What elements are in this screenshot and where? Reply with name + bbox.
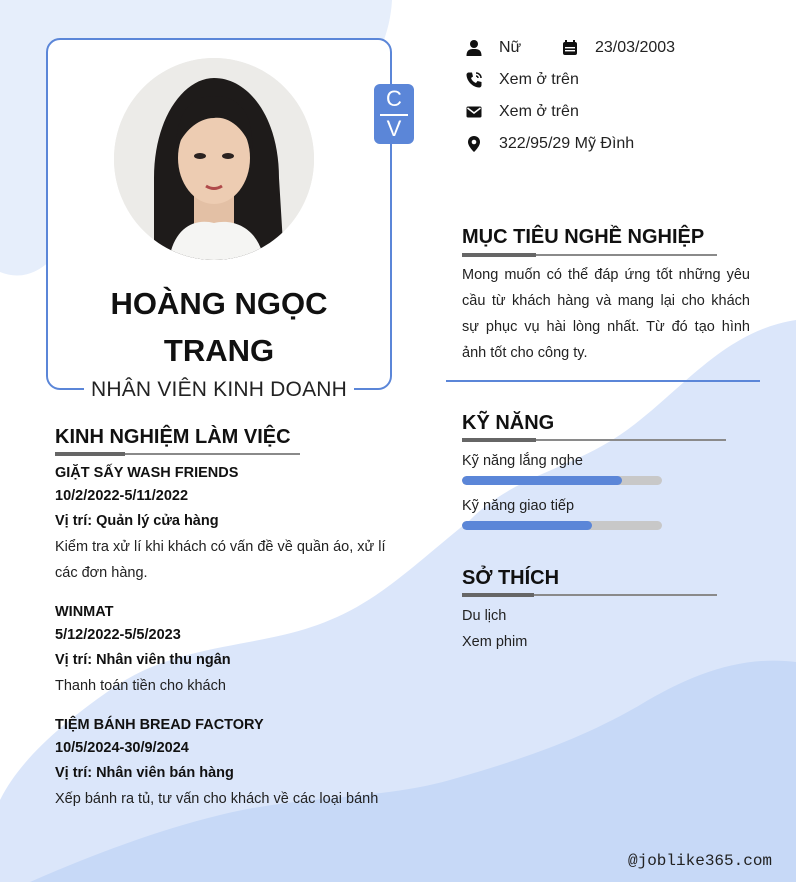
map-pin-icon (465, 135, 483, 153)
email-row (465, 101, 579, 123)
section-divider (446, 380, 760, 382)
job-dates: 10/2/2022-5/11/2022 (55, 488, 189, 504)
skill-bar-fill (462, 476, 622, 485)
role-container (84, 376, 354, 404)
cv-badge-top: C (386, 86, 402, 111)
job-title: NHÂN VIÊN KINH DOANH (90, 378, 348, 401)
cv-badge-bottom: V (386, 116, 402, 141)
address-value: 322/95/29 Mỹ Đình (499, 135, 635, 152)
skill-label: Kỹ năng giao tiếp (462, 498, 575, 514)
job-company: TIỆM BÁNH BREAD FACTORY (55, 717, 264, 733)
phone-value: Xem ở trên (499, 71, 579, 88)
hobbies-title: SỞ THÍCH (462, 567, 560, 589)
calendar-icon (561, 39, 579, 57)
birthday-value: 23/03/2003 (595, 39, 676, 56)
skill-bar (462, 521, 662, 530)
gender-value: Nữ (499, 39, 522, 56)
job-description: Thanh toán tiền cho khách (55, 678, 226, 694)
name-line-1: HOÀNG NGỌC (110, 286, 328, 321)
experience-underline (55, 453, 300, 455)
phone-row (465, 69, 579, 91)
envelope-icon (465, 103, 483, 121)
job-description: Xếp bánh ra tủ, tư vấn cho khách về các loại bánh (55, 791, 379, 807)
hobby-item: Xem phim (462, 634, 528, 650)
cv-badge (374, 84, 414, 144)
job-dates: 10/5/2024-30/9/2024 (55, 740, 189, 756)
job-position: Vị trí: Quản lý cửa hàng (55, 513, 219, 529)
hobby-item: Du lịch (462, 608, 507, 624)
job-dates: 5/12/2022-5/5/2023 (55, 627, 181, 643)
skills-underline (462, 439, 726, 441)
objective-underline (462, 254, 717, 256)
birthday-row (561, 37, 675, 59)
skill-label: Kỹ năng lắng nghe (462, 453, 583, 469)
job-description: Kiểm tra xử lí khi khách có vấn đề về quần áo, xử lí các đơn hàng. (55, 539, 386, 581)
job-company: GIẶT SẤY WASH FRIENDS (55, 465, 239, 481)
experience-title: KINH NGHIỆM LÀM VIỆC (55, 426, 291, 448)
job-position: Vị trí: Nhân viên thu ngân (55, 652, 231, 668)
profile-photo (114, 58, 314, 260)
hobbies-underline (462, 594, 717, 596)
email-value: Xem ở trên (499, 103, 579, 120)
user-icon (465, 39, 483, 57)
phone-icon (465, 71, 483, 89)
address-row (465, 133, 634, 155)
objective-text: Mong muốn có thể đáp ứng tốt những yêu cầu từ khách hàng và mang lại cho khách sự phục vụ hài lòng nhất. Từ đó tạo hình ảnh tốt cho công ty. (462, 267, 750, 361)
name-line-2: TRANG (163, 333, 275, 368)
gender-row (465, 37, 521, 59)
skills-title: KỸ NĂNG (462, 412, 555, 434)
skill-bar (462, 476, 662, 485)
job-position: Vị trí: Nhân viên bán hàng (55, 765, 234, 781)
job-company: WINMAT (55, 604, 114, 620)
objective-title: MỤC TIÊU NGHỀ NGHIỆP (462, 226, 705, 248)
skill-bar-fill (462, 521, 592, 530)
footer-handle: @joblike365.com (628, 852, 773, 870)
